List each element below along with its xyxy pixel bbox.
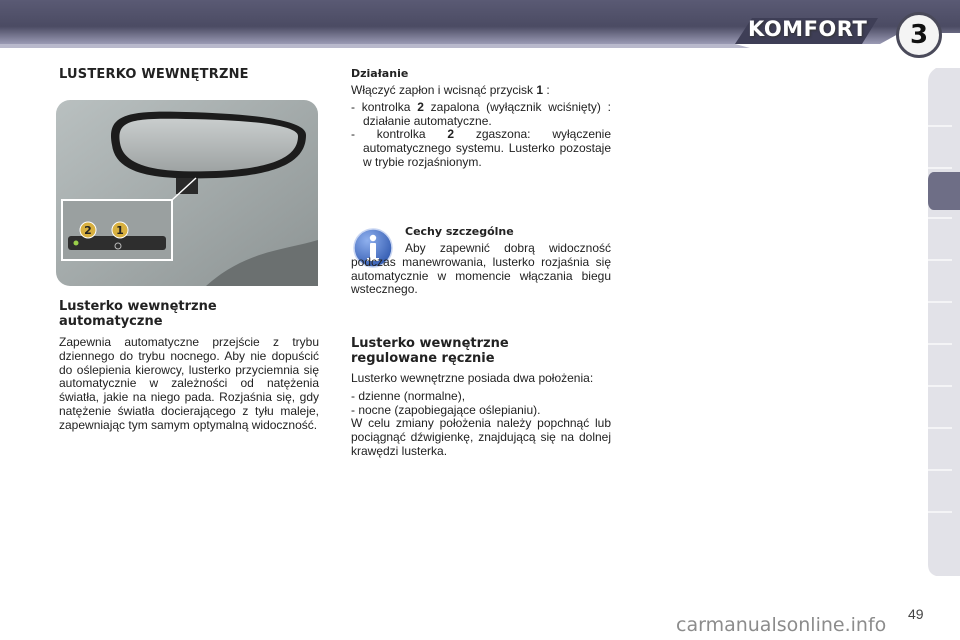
manual-item-1: - dzienne (normalne), (351, 388, 466, 403)
callout-1-label: 1 (116, 224, 124, 237)
operation-intro-button: 1 (536, 83, 544, 97)
manual-intro: Lusterko wewnętrzne posiada dwa położenia: (351, 371, 594, 385)
operation-item-1-prefix: - kontrolka (351, 99, 411, 114)
auto-mirror-subtitle: Lusterko wewnętrzne automatyczne (59, 299, 217, 329)
manual-mirror-subtitle: Lusterko wewnętrzne regulowane ręcznie (351, 336, 509, 366)
info-title: Cechy szczególne (405, 225, 514, 238)
info-body: Aby zapewnić dobrą widoczność podczas manewrowania, lusterko rozjaśnia się automatycznie w momencie włączania biegu wstecznego. (351, 241, 611, 297)
operation-item-2 (351, 128, 611, 169)
operation-item-1-text: zapalona (wyłącznik wciśnięty) : działanie automatyczne. (363, 99, 611, 128)
operation-item-1 (351, 101, 611, 129)
callout-2-label: 2 (84, 224, 92, 237)
auto-mirror-body (59, 336, 319, 433)
manual-item-2: - nocne (zapobiegające oślepianiu). (351, 402, 541, 417)
mirror-photo (56, 100, 318, 286)
chapter-title: KOMFORT (748, 17, 868, 41)
operation-body (351, 84, 611, 170)
operation-intro (351, 84, 611, 98)
operation-title: Działanie (351, 67, 409, 80)
operation-item-2-num: 2 (447, 127, 454, 142)
operation-item-2-text: zgaszona: wyłączenie automatycznego systemu. Lusterko pozostaje w trybie rozjaśnionym. (363, 127, 612, 169)
auto-mirror-paragraph: Zapewnia automatyczne przejście z trybu dziennego do trybu nocnego. Aby nie dopuścić do oślepienia kierowcy, lusterko przyciemnia się automatycznie w zależności od natężenia światła, jakie na niego pada. Rozjaśnia się, gdy natężenie światła docierającego z tyłu maleje, zapewniając tym samym optymalną widoczność. (59, 335, 319, 432)
watermark: carmanualsonline.info (676, 614, 887, 636)
manual-mirror-body (351, 372, 611, 459)
operation-item-2-prefix: - kontrolka (351, 127, 426, 142)
operation-intro-end: : (546, 83, 550, 97)
operation-item-1-num: 2 (417, 99, 424, 114)
section-title: LUSTERKO WEWNĘTRZNE (59, 67, 249, 82)
page-number: 49 (908, 606, 924, 622)
chapter-tabs (928, 68, 960, 576)
chapter-number-badge: 3 (896, 12, 942, 58)
active-tab-marker (928, 172, 960, 210)
operation-intro-text: Włączyć zapłon i wcisnąć przycisk (351, 83, 534, 97)
chapter-header (0, 0, 960, 48)
manual-instruction: W celu zmiany położenia należy popchnąć lub pociągnąć dźwigienkę, znajdującą się na dolnej krawędzi lusterka. (351, 416, 611, 458)
